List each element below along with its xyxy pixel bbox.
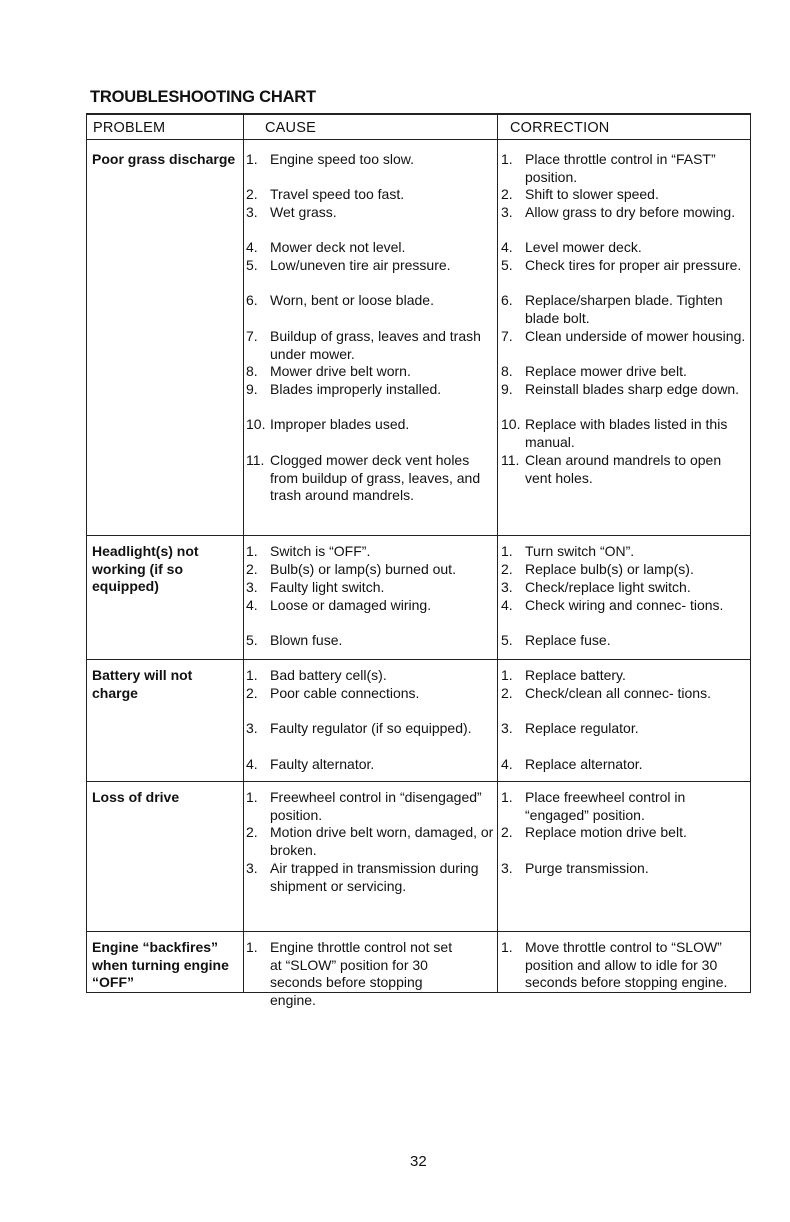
correction-item: 7. Clean underside of mower housing. [501,328,746,344]
cause-item: 5. Low/uneven tire air pressure. [246,257,451,273]
header-divider [87,139,750,140]
correction-item: 3. Purge transmission. [501,860,649,876]
cause-item: 3. Wet grass. [246,204,337,220]
page-title: TROUBLESHOOTING CHART [90,88,316,106]
correction-item: 1. Move throttle control to “SLOW” position and allow to idle for 30 seconds before stopping engine. [501,939,728,990]
cause-item: 1. Switch is “OFF”. [246,543,371,559]
correction-item: 11. Clean around mandrels to open vent holes. [501,452,722,486]
cause-item: 10. Improper blades used. [246,416,410,432]
problem-label: Headlight(s) not working (if so equipped) [92,543,199,594]
correction-item: 5. Check tires for proper air pressure. [501,257,742,273]
cause-item: 6. Worn, bent or loose blade. [246,292,434,308]
table-header [87,115,750,141]
header-problem: PROBLEM [93,120,166,136]
cause-item: 1. Engine throttle control not set at “SLOW” position for 30 seconds before stopping engine. [246,939,453,1008]
cause-item: 5. Blown fuse. [246,632,343,648]
correction-item: 2. Replace bulb(s) or lamp(s). [501,561,694,577]
correction-item: 2. Shift to slower speed. [501,186,659,202]
problem-label: Battery will not charge [92,667,193,701]
page-number: 32 [410,1153,427,1170]
cause-item: 3. Faulty light switch. [246,579,385,595]
correction-item: 3. Replace regulator. [501,720,639,736]
correction-item: 4. Replace alternator. [501,756,643,772]
correction-item: 1. Place freewheel control in “engaged” position. [501,789,686,823]
cause-item: 8. Mower drive belt worn. [246,363,411,379]
correction-item: 8. Replace mower drive belt. [501,363,687,379]
column-divider [497,115,498,992]
correction-item: 3. Check/replace light switch. [501,579,691,595]
cause-item: 2. Bulb(s) or lamp(s) burned out. [246,561,456,577]
cause-item: 2. Travel speed too fast. [246,186,405,202]
correction-item: 5. Replace fuse. [501,632,611,648]
cause-item: 1. Bad battery cell(s). [246,667,387,683]
cause-item: 1. Engine speed too slow. [246,151,414,167]
correction-item: 4. Level mower deck. [501,239,642,255]
correction-item: 9. Reinstall blades sharp edge down. [501,381,740,397]
cause-item: 3. Faulty regulator (if so equipped). [246,720,472,736]
correction-item: 3. Allow grass to dry before mowing. [501,204,736,220]
problem-label: Loss of drive [92,789,180,805]
cause-item: 4. Faulty alternator. [246,756,375,772]
cause-item: 2. Poor cable connections. [246,685,420,701]
row-divider [87,931,750,932]
header-cause: CAUSE [265,120,316,136]
troubleshooting-table [86,113,751,1008]
correction-item: 1. Place throttle control in “FAST” position. [501,151,716,185]
correction-item: 1. Replace battery. [501,667,626,683]
cause-item: 3. Air trapped in transmission during shipment or servicing. [246,860,479,894]
column-divider [243,115,244,992]
header-correction: CORRECTION [510,120,610,136]
correction-item: 6. Replace/sharpen blade. Tighten blade bolt. [501,292,723,326]
cause-item: 4. Mower deck not level. [246,239,406,255]
correction-item: 4. Check wiring and connec- tions. [501,597,724,613]
cause-item: 2. Motion drive belt worn, damaged, or broken. [246,824,494,858]
problem-label: Engine “backfires” when turning engine “OFF” [92,939,229,990]
cause-item: 1. Freewheel control in “disengaged” position. [246,789,482,823]
row-divider [87,535,750,536]
correction-item: 1. Turn switch “ON”. [501,543,635,559]
cause-item: 11. Clogged mower deck vent holes from buildup of grass, leaves, and trash around mandrels. [246,452,481,503]
cause-item: 4. Loose or damaged wiring. [246,597,432,613]
correction-item: 10. Replace with blades listed in this manual. [501,416,728,450]
row-divider [87,781,750,782]
problem-label: Poor grass discharge [92,151,236,167]
cause-item: 7. Buildup of grass, leaves and trash under mower. [246,328,481,362]
correction-item: 2. Replace motion drive belt. [501,824,687,840]
row-divider [87,659,750,660]
correction-item: 2. Check/clean all connec- tions. [501,685,711,701]
cause-item: 9. Blades improperly installed. [246,381,442,397]
